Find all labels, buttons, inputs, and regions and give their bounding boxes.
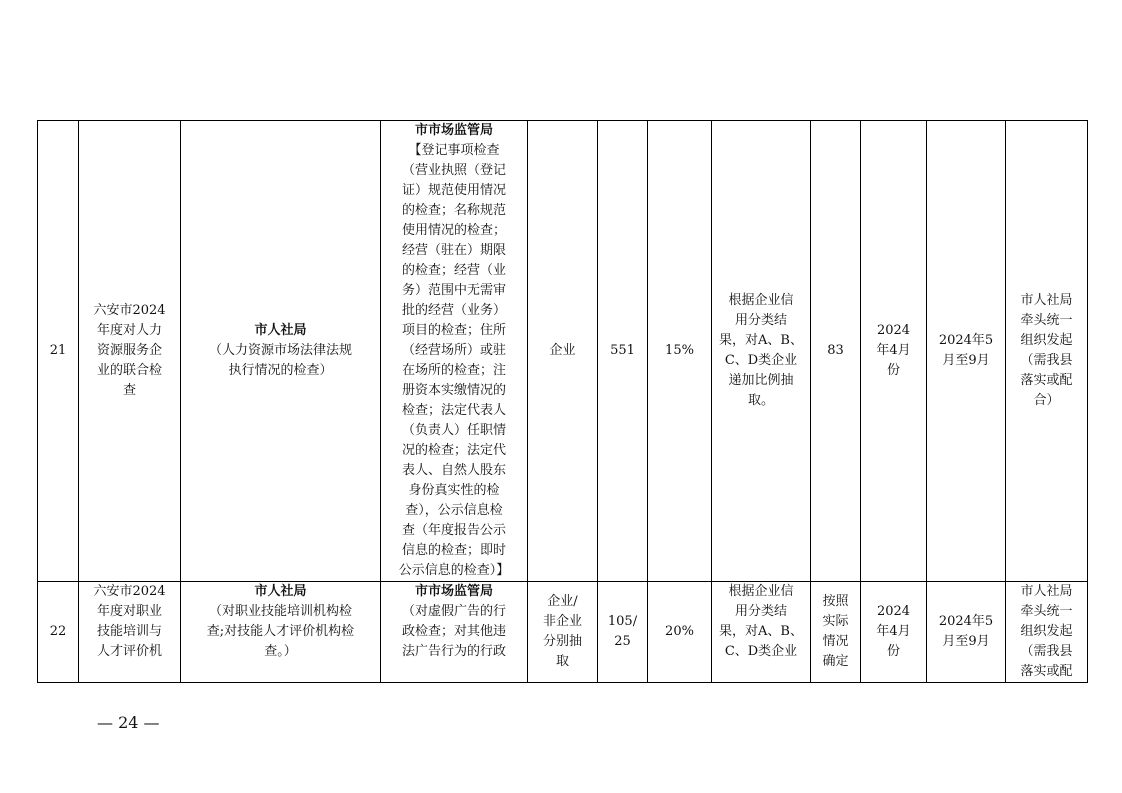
- execution-period: 2024年5 月至9月: [927, 582, 1006, 683]
- inspection-object: 企业/ 非企业 分别抽 取: [528, 582, 598, 683]
- project-name: 六安市2024 年度对职业 技能培训与 人才评价机: [79, 582, 181, 683]
- start-time: 2024 年4月 份: [861, 121, 927, 582]
- object-count: 551: [598, 121, 648, 582]
- start-time: 2024 年4月 份: [861, 582, 927, 683]
- sample-ratio: 20%: [648, 582, 712, 683]
- lead-dept-items: （对职业技能培训机构检 查;对技能人才评价机构检 查。）: [206, 604, 355, 659]
- sampling-method: 根据企业信 用分类结 果，对A、B、 C、D类企业: [712, 582, 811, 683]
- sampling-method: 根据企业信 用分类结 果，对A、B、 C、D类企业 递加比例抽 取。: [712, 121, 811, 582]
- execution-period: 2024年5 月至9月: [927, 121, 1006, 582]
- inspection-object: 企业: [528, 121, 598, 582]
- coop-department: [381, 582, 528, 683]
- lead-department: [181, 582, 381, 683]
- coop-dept-name: 市市场监管局: [414, 584, 493, 599]
- sample-ratio: 15%: [648, 121, 712, 582]
- sample-count: 83: [811, 121, 861, 582]
- row-number: 22: [38, 582, 79, 683]
- table-row: [38, 121, 1088, 582]
- row-number: 21: [38, 121, 79, 582]
- page-number: — 24 —: [97, 713, 160, 732]
- object-count: 105/ 25: [598, 582, 648, 683]
- coop-dept-items: 【登记事项检查 （营业执照（登记 证）规范使用情况 的检查；名称规范 使用情况的检查； 经营（驻在）期限 的检查；经营（业 务）范围中无需审 批的经营（业务） 项目的检查；住所 （经营场所）或驻 在场所的检查；注 册资本实缴情况的 检查；法定代表人 （负责人）任职情 况的检查；法定代 表人、自然人股东 身份真实性的检 查），公示信息检 查（年度报告公示 信息的检查；即时 公示信息的检查）】: [398, 143, 510, 578]
- coop-department: [381, 121, 528, 582]
- project-name: 六安市2024 年度对人力 资源服务企 业的联合检 查: [79, 121, 181, 582]
- coop-dept-items: （对虚假广告的行 政检查；对其他违 法广告行为的行政: [401, 604, 506, 659]
- remarks: 市人社局 牵头统一 组织发起 （需我县 落实或配: [1006, 582, 1088, 683]
- lead-dept-name: 市人社局: [254, 584, 307, 599]
- remarks: 市人社局 牵头统一 组织发起 （需我县 落实或配 合）: [1006, 121, 1088, 582]
- table-row: [38, 582, 1088, 683]
- inspection-table: [37, 120, 1088, 683]
- lead-dept-items: （人力资源市场法律法规 执行情况的检查）: [208, 343, 352, 378]
- coop-dept-name: 市市场监管局: [414, 123, 493, 138]
- lead-dept-name: 市人社局: [254, 323, 307, 338]
- lead-department: [181, 121, 381, 582]
- sample-count: 按照 实际 情况 确定: [811, 582, 861, 683]
